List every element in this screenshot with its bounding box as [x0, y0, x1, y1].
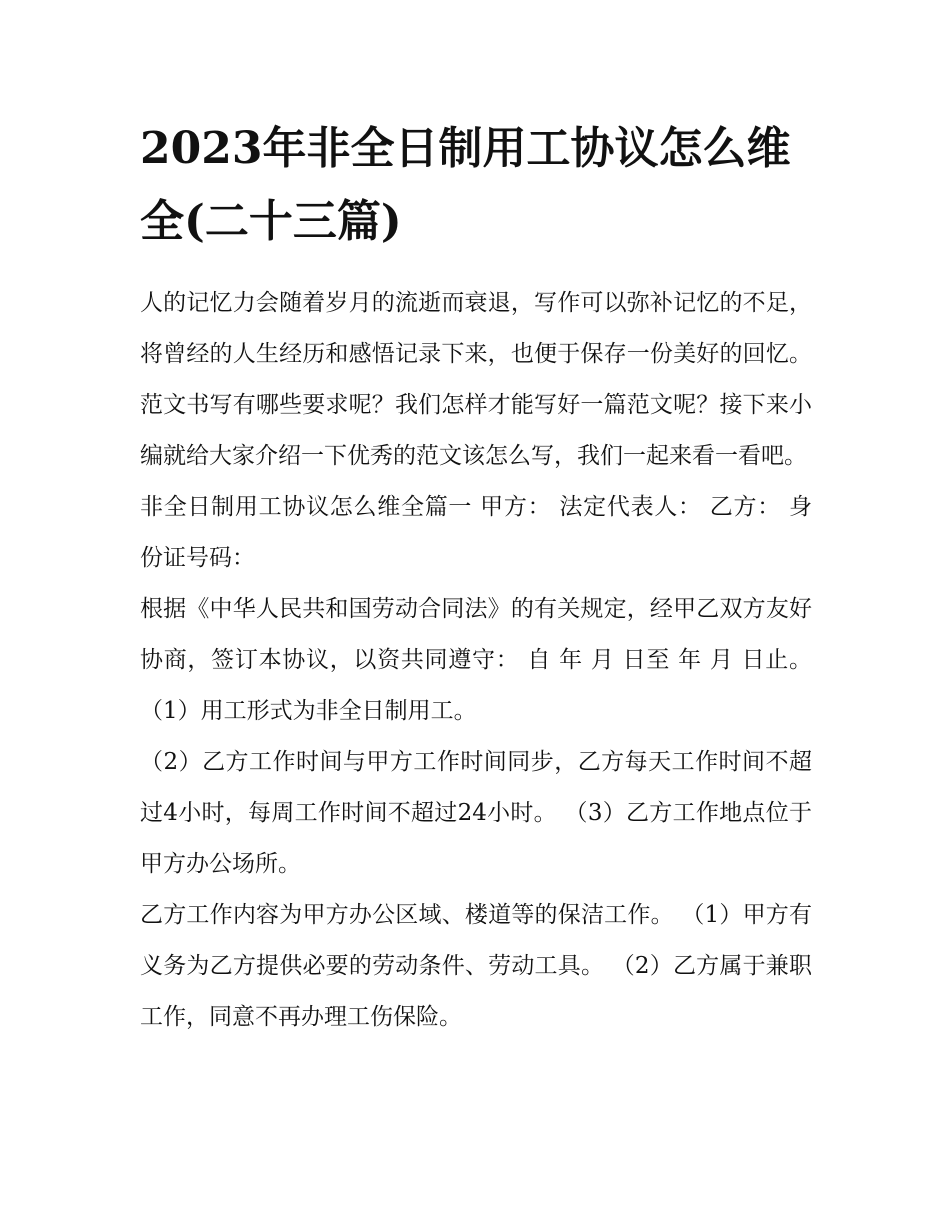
title-spacer: [140, 258, 812, 278]
paragraph-parties: 非全日制用工协议怎么维全篇一 甲方： 法定代表人： 乙方： 身份证号码：: [140, 494, 812, 571]
document-content: [140, 112, 812, 1043]
document-title: 2023年非全日制用工协议怎么维全(二十三篇): [140, 123, 791, 247]
paragraph-term: 根据《中华人民共和国劳动合同法》的有关规定，经甲乙双方友好协商，签订本协议，以资共同遵守： 自 年 月 日至 年 月 日止。 （1）用工形式为非全日制用工。: [140, 596, 812, 724]
paragraph-duties: 乙方工作内容为甲方办公区域、楼道等的保洁工作。 （1）甲方有义务为乙方提供必要的劳动条件、劳动工具。 （2）乙方属于兼职工作，同意不再办理工伤保险。: [140, 902, 812, 1030]
paragraph-hours: （2）乙方工作时间与甲方工作时间同步，乙方每天工作时间不超过4小时，每周工作时间不超过24小时。 （3）乙方工作地点位于甲方办公场所。: [140, 749, 812, 877]
paragraph-intro: 人的记忆力会随着岁月的流逝而衰退，写作可以弥补记忆的不足，将曾经的人生经历和感悟记录下来，也便于保存一份美好的回忆。范文书写有哪些要求呢？我们怎样才能写好一篇范文呢？接下来小编就给大家介绍一下优秀的范文该怎么写，我们一起来看一看吧。: [140, 290, 812, 469]
